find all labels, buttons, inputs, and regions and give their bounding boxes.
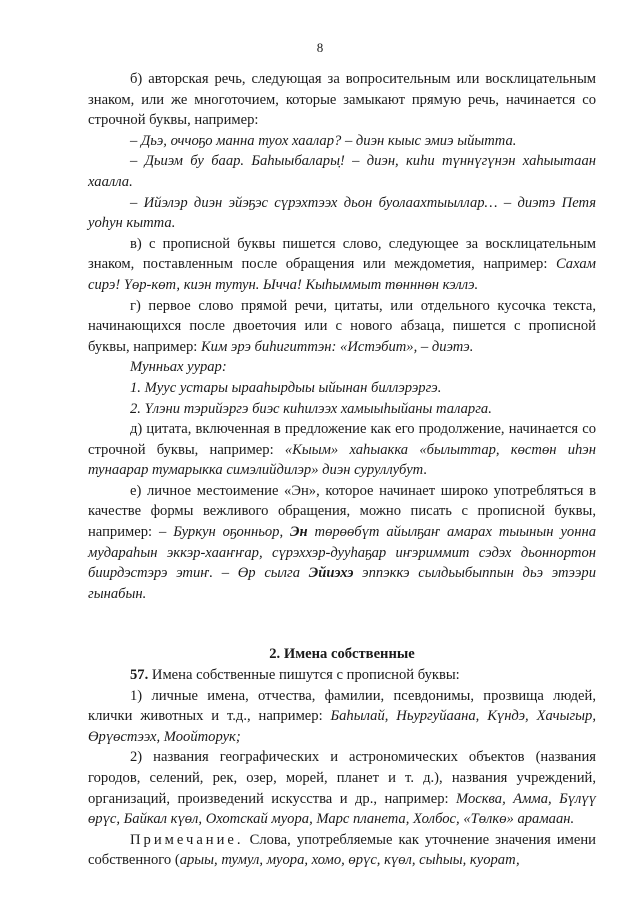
page-number: 8 xyxy=(316,40,324,55)
paragraph-g: г) первое слово прямой речи, цитаты, или отдельного кусочка текста, начинающихся после двоеточия или с нового абзаца, пишется с прописной буквы, например: Ким эрэ биһигиттэн: «Истэбит», – диэтэ. xyxy=(88,297,596,355)
paragraph-b: б) авторская речь, следующая за вопросительным или восклицательным знаком, или же многоточием, которые замыкают прямую речь, начинается со строчной буквы, например: xyxy=(88,71,596,129)
section-heading: 2. Имена собственные xyxy=(269,646,415,663)
example-3: – Ийэлэр диэн эйэҕэс сүрэхтээх дьон буолаахтыыллар… – диэтэ Петя уоһун кытта. xyxy=(88,194,596,232)
example-2: – Дьиэм бу баар. Баһыыбалары̣! – диэн, киһи түннүгүнэн хаһыытаан хаалла. xyxy=(88,153,596,190)
rule-57: 57. Имена собственные пишутся с прописной буквы: xyxy=(130,667,460,684)
note-item-2: 2. Үлэни тэрийэргэ биэс киһилээх хамыыһыйаны таларга. xyxy=(130,400,492,417)
paragraph-1: 1) личные имена, отчества, фамилии, псевдонимы, прозвища людей, клички животных и т.д., например: Баһылай, Ньургуйаана, Күндэ, Хачыгыр, Өрүөстээх, Моойторук; xyxy=(88,687,596,745)
paragraph-e: е) личное местоимение «Эн», которое начинает широко употребляться в качестве формы вежливого обращения, можно писать с прописной буквы, например: – Буркун оҕонньор, Эн төрөөбүт айылҕаҥ амарах тыынын уонна мударaһын эккэр-хааҥҥар, сүрэххэр-дууһаҕар иҥэриммит сэдэх дьоннортон биирдэстэрэ этиҥ. – Өр сылга Эйиэхэ эппэккэ сылдьыбыппын дьэ этээри гынабын. xyxy=(88,482,597,602)
page-body xyxy=(88,69,596,871)
paragraph-d: д) цитата, включенная в предложение как его продолжение, начинается со строчной буквы, например: «Кыым» хаһыакка «былыттар, көстөн иһэн тунаарар тумарыкка симэлийдилэр» диэн суруллубут. xyxy=(88,421,596,479)
note-label: Мунньах уурар: xyxy=(130,359,227,376)
paragraph-v: в) с прописной буквы пишется слово, следующее за восклицательным знаком, поставленным после обращения или междометия, например: Сахам сирэ! Үөр-көт, киэн тутун. Ыччa! Кыһыммыт төнннөн кэллэ. xyxy=(88,235,596,293)
paragraph-note: Примечание. Слова, употребляемые как уточнение значения имени собственного (арыы, тумул, муора, хомо, өрүс, күөл, сыһыы, куорат, xyxy=(88,831,596,869)
example-1: – Дьэ, оччоҕо манна туох хаалар? – диэн кыыс эмиэ ыйытта. xyxy=(130,132,517,149)
paragraph-2: 2) названия географических и астрономических объектов (названия городов, селений, рек, озер, морей, планет и т. д.), названия учреждений, организаций, произведений искусства и др., например: Москва, Амма, Бүлүү өрүс, Байкал күөл, Охотскай муора, Марс планета, Холбос, «Төлкө» арамаан. xyxy=(88,749,596,828)
note-item-1: 1. Муус устары ырааһырдыы ыйынан биллэрэргэ. xyxy=(130,379,442,396)
